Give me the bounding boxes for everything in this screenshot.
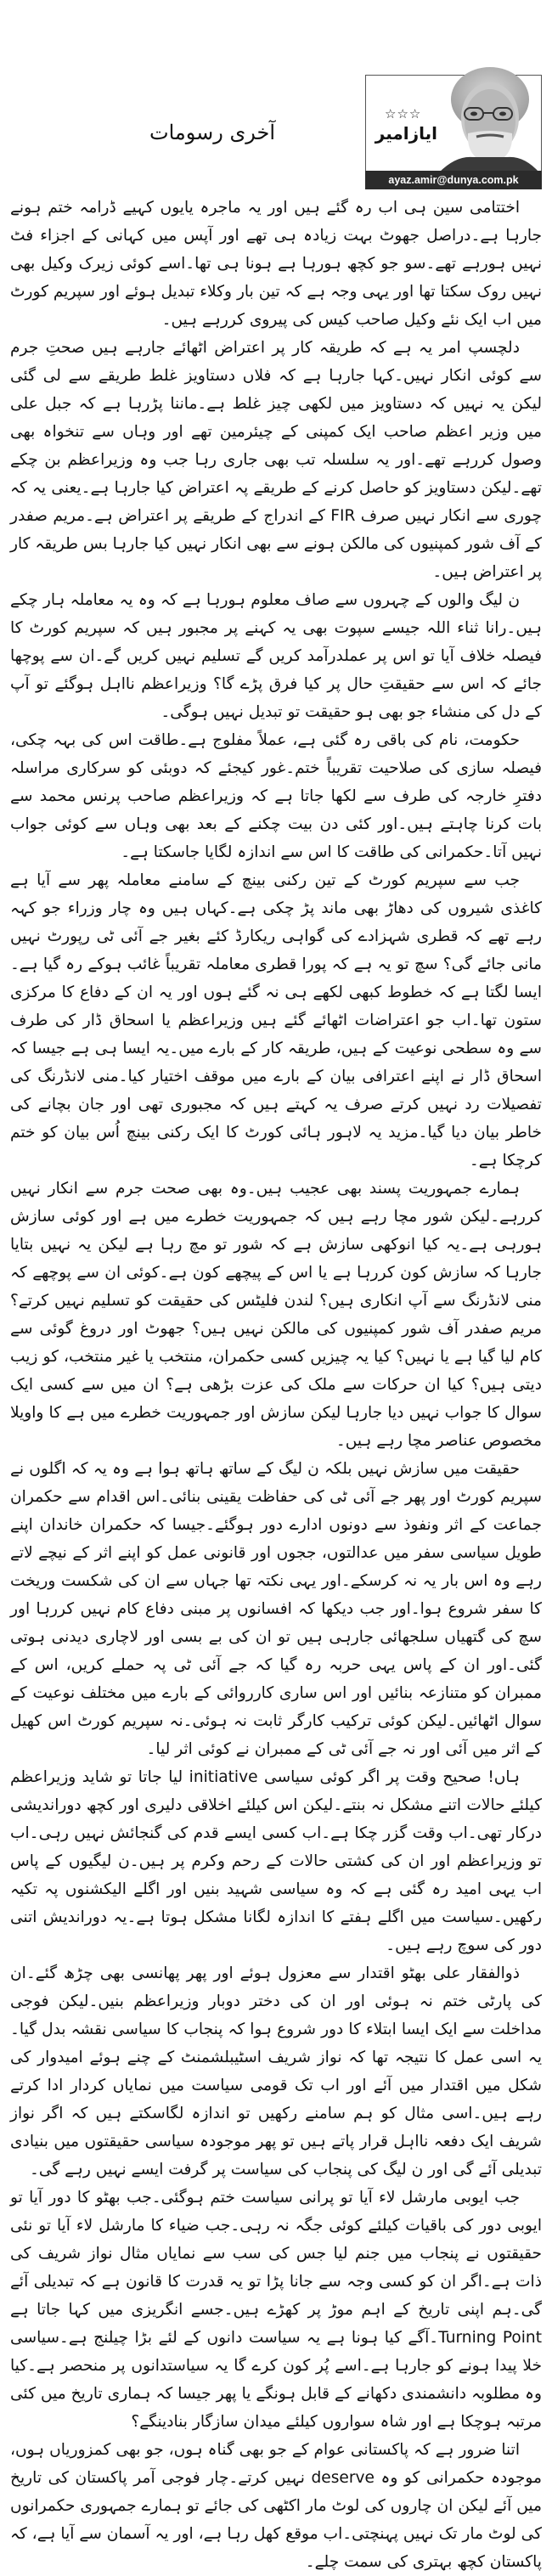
article-paragraph: جب ایوبی مارشل لاء آیا تو پرانی سیاست ختم ہوگئی۔جب بھٹو کا دور آیا تو ایوبی دور کی باقیات کیلئے کوئی جگہ نہ رہی۔جب ضیاء کا مارشل لاء آیا تو نئی حقیقتوں نے پنجاب میں جنم لیا جس کی سب سے نمایاں مثال نواز شریف کی ذات ہے۔اگر ان کو کسی وجہ سے جانا پڑا تو یہ قدرت کا قانون ہے کہ تبدیلی آئے گی۔ہم اپنی تاریخ کے اہم موڑ پر کھڑے ہیں۔جسے انگریزی میں کہا جاتا ہے Turning Point۔آگے کیا ہونا ہے یہ سیاست دانوں کے لئے بڑا چیلنج ہے۔سیاسی خلا پیدا ہونے کو جارہا ہے۔اسے پُر کون کرے گا یہ سیاستدانوں پر منحصر ہے۔کیا وہ مطلوبہ دانشمندی دکھانے کے قابل ہونگے یا پھر جیسا کہ ہماری تاریخ میں کئی مرتبہ ہوچکا ہے اور شاہ سواروں کیلئے میدان سازگار بنادینگے؟ bbox=[10, 2189, 543, 2431]
article-paragraph: ن لیگ والوں کے چہروں سے صاف معلوم ہورہا ہے کہ وہ یہ معاملہ ہار چکے ہیں۔رانا ثناء اللہ جیسے سپوت بھی یہ کہنے پر مجبور ہیں کہ سپریم کورٹ کا فیصلہ خلاف آیا تو اس پر عملدرآمد کریں گے تسلیم نہیں کریں گے۔ان سے پوچھا جائے کہ اس سے حقیقتِ حال پر کیا فرق پڑے گا؟ وزیراعظم نااہل ہوگئے تو آپ کے دل کی منشاء جو بھی ہو حقیقت تو تبدیل نہیں ہوگی۔ bbox=[10, 591, 542, 721]
article-paragraph: دلچسپ امر یہ ہے کہ طریقہ کار پر اعتراض اٹھائے جارہے ہیں صحتِ جرم سے کوئی انکار نہیں۔کہا جارہا ہے کہ فلاں دستاویز غلط طریقے سے لی گئی لیکن یہ نہیں کہ دستاویز میں لکھی چیز غلط ہے۔ماننا پڑرہا ہے کہ جبل علی میں وزیر اعظم صاحب ایک کمپنی کے چیئرمین تھے اور وہاں سے تنخواہ بھی وصول کررہے تھے۔اور یہ سلسلہ تب بھی جاری رہا جب وہ وزیراعظم بن چکے تھے۔لیکن دستاویز کو حاصل کرنے کے طریقے پہ اعتراض کیا جارہا ہے۔یعنی یہ کہ چوری سے انکار نہیں صرف FIR کے اندراج کے طریقے پر اعتراض ہے۔مریم صفدر کے آف شور کمپنیوں کی مالکن ہونے سے بھی انکار نہیں کیا جارہا بس طریقہ کار پر اعتراض ہیں۔ bbox=[10, 339, 543, 581]
author-portrait-icon bbox=[439, 65, 539, 172]
article-paragraph: ہاں! صحیح وقت پر اگر کوئی سیاسی initiative لیا جاتا تو شاید وزیراعظم کیلئے حالات اتنے مشکل نہ بنتے۔لیکن اس کیلئے اخلاقی دلیری اور کچھ دوراندیشی درکار تھی۔اب وقت گزر چکا ہے۔اب کسی ایسے قدم کی گنجائش نہیں رہی۔اب تو وزیراعظم اور ان کی کشتی حالات کے رحم وکرم پر ہیں۔ن لیگیوں کے پاس اب یہی امید رہ گئی ہے کہ وہ سیاسی شہید بنیں اور اگلے الیکشنوں پہ تکیہ رکھیں۔سیاست میں اگلے ہفتے کا اندازہ لگانا مشکل ہوتا ہے۔یہ دوراندیش اتنی دور کی سوچ رہے ہیں۔ bbox=[10, 1768, 543, 1954]
article-paragraph: اتنا ضرور ہے کہ پاکستانی عوام کے جو بھی گناہ ہوں، جو بھی کمزوریاں ہوں، موجودہ حکمرانی کو وہ deserve نہیں کرتے۔چار فوجی آمر پاکستان کی تاریخ میں آئے لیکن ان چاروں کی لوٹ مار اکٹھی کی جائے تو ہمارے جمہوری حکمرانوں کی لوٹ مار تک نہیں پہنچتی۔اب موقع کھل رہا ہے، اور یہ آسمان سے آیا ہے، کہ پاکستان کچھ بہتری کی سمت چلے۔ bbox=[10, 2441, 542, 2571]
author-byline-box bbox=[365, 75, 542, 189]
article-paragraph: حکومت، نام کی باقی رہ گئی ہے، عملاً مفلوج ہے۔طاقت اس کی بہہ چکی، فیصلہ سازی کی صلاحیت تقریباً ختم۔غور کیجئے کہ دوبئی کو سرکاری مراسلہ دفترِ خارجہ کی طرف سے لکھا جاتا ہے کہ وزیراعظم صاحب پرنس محمد سے بات کرنا چاہتے ہیں۔اور کئی دن بیت چکنے کے بعد بھی وہاں سے کوئی جواب نہیں آتا۔حکمرانی کی طاقت کا اس سے اندازہ لگایا جاسکتا ہے۔ bbox=[10, 731, 542, 861]
author-name: ایازامیر bbox=[375, 123, 437, 144]
author-email[interactable]: ayaz.amir@dunya.com.pk bbox=[365, 171, 542, 189]
article-paragraph: ذوالفقار علی بھٹو اقتدار سے معزول ہوئے اور پھر پھانسی بھی چڑھ گئے۔ان کی پارٹی ختم نہ ہوئی اور ان کی دختر دوبار وزیراعظم بنیں۔لیکن فوجی مداخلت سے ایک ایسا ابتلاء کا دور شروع ہوا کہ پنجاب کا سیاسی نقشہ بدل گیا۔یہ اسی عمل کا نتیجہ تھا کہ نواز شریف اسٹیبلشمنٹ کے چنے ہوئے امیدوار کی شکل میں اقتدار میں آئے اور اب تک قومی سیاست میں نمایاں کردار ادا کرتے رہے ہیں۔اسی مثال کو ہم سامنے رکھیں تو اندازہ لگاسکتے ہیں کہ اگر نواز شریف ایک دفعہ نااہل قرار پاتے ہیں تو پھر موجودہ سیاسی حقیقتوں میں بنیادی تبدیلی آئے گی اور ن لیگ کی پنجاب کی سیاست پر گرفت ایسے نہیں رہے گی۔ bbox=[10, 1964, 542, 2179]
article-body bbox=[10, 194, 542, 2576]
rating-stars-icon: ☆☆☆ bbox=[385, 106, 422, 121]
column-header bbox=[0, 0, 552, 191]
article-paragraph: حقیقت میں سازش نہیں بلکہ ن لیگ کے ساتھ ہاتھ ہوا ہے وہ یہ کہ اگلوں نے سپریم کورٹ اور پھر جے آئی ٹی کی حفاظت یقینی بنائی۔اس اقدام سے حکمران جماعت کے اثر ونفوذ سے دونوں ادارے دور ہوگئے۔جیسا کہ حکمران خاندان اپنے طویل سیاسی سفر میں عدالتوں، ججوں اور قانونی عمل کو اپنے اثر کے نیچے لاتے رہے وہ اس بار یہ نہ کرسکے۔اور یہی نکتہ تھا جہاں سے ان کی شکست وریخت کا سفر شروع ہوا۔اور جب دیکھا کہ افسانوں پر مبنی دفاع کام نہیں کررہا اور سچ کی گتھیاں سلجھائی جارہی ہیں تو ان کی بے بسی اور لاچاری دیدنی ہوتی گئی۔اور ان کے پاس یہی حربہ رہ گیا کہ جے آئی ٹی پہ حملے کریں، اس کے ممبران کو متنازعہ بنائیں اور اس ساری کارروائی کے بارے میں مختلف نوعیت کے سوال اٹھائیں۔لیکن کوئی ترکیب کارگر ثابت نہ ہوئی۔نہ سپریم کورٹ اس کھیل کے اثر میں آئی اور نہ جے آئی ٹی کے ممبران نے کوئی اثر لیا۔ bbox=[10, 1460, 542, 1758]
article-paragraph: اختتامی سین ہی اب رہ گئے ہیں اور یہ ماجرہ یایوں کہیے ڈرامہ ختم ہونے جارہا ہے۔دراصل جھوٹ بہت زیادہ ہی تھے اور آپس میں کہانی کے اجزاء فٹ نہیں ہورہے تھے۔سو جو کچھ ہورہا ہے ہونا ہی تھا۔اسے کوئی زیرک وکیل بھی نہیں روک سکتا تھا اور یہی وجہ ہے کہ تین بار وکلاء تبدیل ہوئے اور سپریم کورٹ میں اب ایک نئے وکیل صاحب کیس کی پیروی کررہے ہیں۔ bbox=[10, 199, 542, 329]
article-title: آخری رسومات bbox=[149, 121, 276, 144]
article-paragraph: جب سے سپریم کورٹ کے تین رکنی بینچ کے سامنے معاملہ پھر سے آیا ہے کاغذی شیروں کی دھاڑ بھی ماند پڑ چکی ہے۔کہاں ہیں وہ چار وزراء جو کہہ رہے تھے کہ قطری شہزادے کی گواہی ریکارڈ کئے بغیر جے آئی ٹی رپورٹ نہیں مانی جائے گی؟ سچ تو یہ ہے کہ پورا قطری معاملہ تقریباً غائب ہوکے رہ گیا ہے۔ایسا لگتا ہے کہ خطوط کبھی لکھے ہی نہ گئے ہوں اور یہ ان کے دفاع کا مرکزی ستون تھا۔اب جو اعتراضات اٹھائے گئے ہیں وزیراعظم یا اسحاق ڈار کی طرف سے وہ سطحی نوعیت کے ہیں، طریقہ کار کے بارے میں۔یہ ایسا ہی ہے جیسا کہ اسحاق ڈار نے اپنے اعترافی بیان کے بارے میں موقف اختیار کیا۔منی لانڈرنگ کی تفصیلات رد نہیں کرتے صرف یہ کہتے ہیں کہ مجبوری تھی اور جان بچانے کی خاطر بیان دیا گیا۔مزید یہ لاہور ہائی کورٹ کا ایک رکنی بینچ اُس بیان کو ختم کرچکا ہے۔ bbox=[10, 871, 542, 1170]
article-paragraph: ہمارے جمہوریت پسند بھی عجیب ہیں۔وہ بھی صحت جرم سے انکار نہیں کررہے۔لیکن شور مچا رہے ہیں کہ جمہوریت خطرے میں ہے اور کوئی سازش ہورہی ہے۔یہ کیا انوکھی سازش ہے کہ شور تو مچ رہا ہے لیکن یہ نہیں بتایا جارہا کہ سازش کون کررہا ہے یا اس کے پیچھے کون ہے۔کوئی ان سے پوچھے کہ منی لانڈرنگ سے آپ انکاری ہیں؟ لندن فلیٹس کی حقیقت کو تسلیم نہیں کرتے؟ مریم صفدر آف شور کمپنیوں کی مالکن نہیں ہیں؟ جھوٹ اور دروغ گوئی سے کام لیا گیا ہے یا نہیں؟ کیا یہ چیزیں کسی حکمران، منتخب یا غیر منتخب، کو زیب دیتی ہیں؟ کیا ان حرکات سے ملک کی عزت بڑھی ہے؟ ان میں سے کسی ایک سوال کا جواب نہیں دیا جارہا لیکن سازش اور جمہوریت خطرے میں ہے کا واویلا مخصوص عناصر مچا رہے ہیں۔ bbox=[10, 1180, 542, 1450]
